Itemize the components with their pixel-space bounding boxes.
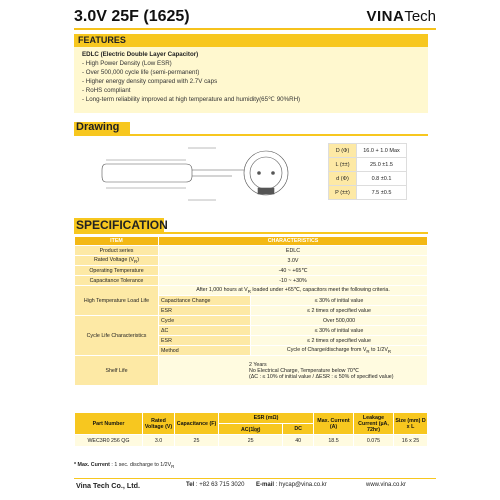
parts-table	[74, 412, 428, 447]
spec-value	[251, 346, 428, 356]
spec-value: ≤ 30% of initial value	[251, 326, 428, 336]
features-box	[74, 47, 428, 113]
company-name: Vina Tech Co., Ltd.	[76, 481, 141, 490]
spec-key: Cycle Life Characteristics	[75, 316, 159, 356]
feature-item: - RoHS compliant	[82, 87, 131, 94]
note-bold: * Max. Current	[74, 462, 110, 468]
col-part-number: Part Number	[75, 413, 143, 435]
spec-key: Operating Temperature	[75, 266, 159, 276]
spec-label: SPECIFICATION	[76, 218, 168, 232]
footer	[74, 481, 436, 493]
col-rated-voltage: Rated Voltage (V)	[143, 413, 175, 435]
method-sub2: R	[387, 349, 392, 355]
cell-ac: 25	[219, 435, 283, 447]
specification-heading	[74, 218, 428, 232]
spec-key: Shelf Life	[75, 356, 159, 386]
max-current-note	[74, 462, 174, 469]
col-item: ITEM	[75, 237, 159, 246]
header-divider	[74, 28, 436, 30]
spec-key: High Temperature Load Life	[75, 286, 159, 316]
footer-email[interactable]	[256, 482, 327, 488]
header	[74, 6, 436, 30]
cell-maxc: 18.5	[314, 435, 354, 447]
capacitor-drawing	[98, 140, 308, 210]
htl-desc: After 1,000 hours at V	[196, 286, 248, 293]
spec-subkey: Method	[159, 346, 251, 356]
shelf-line: (ΔC : ≤ 10% of initial value / ΔESR : ≤ 50% of specified value)	[249, 373, 394, 380]
logo-vina: VINA	[366, 8, 405, 25]
cell-part: WEC3R0 256 QG	[75, 435, 143, 447]
feature-item: - Higher energy density compared with 2.7V caps	[82, 78, 218, 85]
htl-sub: R	[247, 289, 251, 295]
method-sub: R	[366, 349, 370, 355]
dim-row	[329, 144, 407, 158]
footer-website-link[interactable]: www.vina.co.kr	[366, 482, 407, 488]
dim-row	[329, 158, 407, 172]
dim-key: L (±±)	[329, 158, 357, 172]
spec-value: ≤ 30% of initial value	[251, 296, 428, 306]
cell-cap: 25	[175, 435, 219, 447]
spec-value: -40 ~ +65℃	[159, 266, 428, 276]
rv-label: Rated Voltage (V	[93, 256, 135, 263]
spec-bar	[74, 232, 428, 234]
method-text: Cycle of Charge/discharge from V	[286, 346, 367, 353]
col-esr-ac: AC(1㏒)	[219, 424, 283, 435]
spec-subkey: Cycle	[159, 316, 251, 326]
cell-leak: 0.075	[354, 435, 394, 447]
drawing-bar	[74, 134, 428, 136]
feature-item: - High Power Density (Low ESR)	[82, 60, 172, 67]
spec-value: 3.0V	[159, 256, 428, 266]
tel-value: : +82 63 715 3020	[194, 482, 245, 488]
spec-value	[159, 356, 428, 386]
dimension-table	[328, 143, 407, 200]
note-sub: R	[171, 464, 175, 470]
dim-value: 0.8 ±0.1	[357, 172, 407, 186]
spec-subkey: Capacitance Change	[159, 296, 251, 306]
page-title: 3.0V 25F (1625)	[74, 8, 190, 25]
spec-value: Over 500,000	[251, 316, 428, 326]
specification-table	[74, 236, 428, 386]
dim-value: 7.5 ±0.5	[357, 186, 407, 200]
method-text2: to 1/2V	[369, 346, 388, 353]
features-subtitle: EDLC (Electric Double Layer Capacitor)	[82, 51, 199, 58]
dim-key: d (Φ)	[329, 172, 357, 186]
drawing-label: Drawing	[76, 121, 120, 133]
cell-dc: 40	[283, 435, 314, 447]
logo-tech: Tech	[404, 8, 436, 25]
col-esr: ESR (mΩ)	[219, 413, 314, 424]
table-row	[75, 435, 428, 447]
dim-row	[329, 186, 407, 200]
drawing-heading	[74, 122, 428, 134]
spec-key: Product series	[75, 246, 159, 256]
shelf-line: No Electrical Charge, Temperature below 70℃	[249, 367, 359, 374]
rv-sub: R	[134, 259, 138, 265]
feature-item: - Long-term reliability improved at high temperature and humidity(65℃ 90%RH)	[82, 96, 301, 103]
dim-key: D (Φ)	[329, 144, 357, 158]
spec-key	[75, 256, 159, 266]
col-leakage: Leakage Current (µA, 72hr)	[354, 413, 394, 435]
col-esr-dc: DC	[283, 424, 314, 435]
spec-value: EDLC	[159, 246, 428, 256]
col-capacitance: Capacitance (F)	[175, 413, 219, 435]
spec-subkey: ESR	[159, 306, 251, 316]
dim-value: 16.0 + 1.0 Max	[357, 144, 407, 158]
rv-label-end: )	[137, 256, 139, 263]
footer-tel	[186, 482, 244, 488]
feature-item: - Over 500,000 cycle life (semi-permanent)	[82, 69, 200, 76]
spec-value: -10 ~ +30%	[159, 276, 428, 286]
dim-key: P (±±)	[329, 186, 357, 200]
spec-subkey: ΔC	[159, 326, 251, 336]
mail-label: E-mail	[256, 482, 275, 488]
spec-value: ≤ 2 times of specified value	[251, 306, 428, 316]
spec-subkey: ESR	[159, 336, 251, 346]
spec-key: Capacitance Tolerance	[75, 276, 159, 286]
cell-rv: 3.0	[143, 435, 175, 447]
dim-value: 25.0 ±1.5	[357, 158, 407, 172]
cell-size: 16 x 25	[394, 435, 428, 447]
col-characteristics: CHARACTERISTICS	[159, 237, 428, 246]
footer-divider	[74, 478, 436, 479]
mail-value[interactable]: : hycap@vina.co.kr	[274, 482, 327, 488]
htl-desc2: loaded under +65℃, capacitors meet the following criteria.	[250, 286, 390, 293]
vinatech-logo	[366, 8, 436, 25]
col-max-current: Max. Current (A)	[314, 413, 354, 435]
shelf-line: 2 Years	[249, 361, 267, 368]
features-heading: FEATURES	[74, 34, 428, 47]
col-size: Size (mm) D x L	[394, 413, 428, 435]
dim-row	[329, 172, 407, 186]
spec-value: ≤ 2 times of specified value	[251, 336, 428, 346]
tel-label: Tel	[186, 482, 195, 488]
note-text: : 1 sec. discharge to 1/2V	[109, 462, 172, 468]
spec-value	[159, 286, 428, 296]
